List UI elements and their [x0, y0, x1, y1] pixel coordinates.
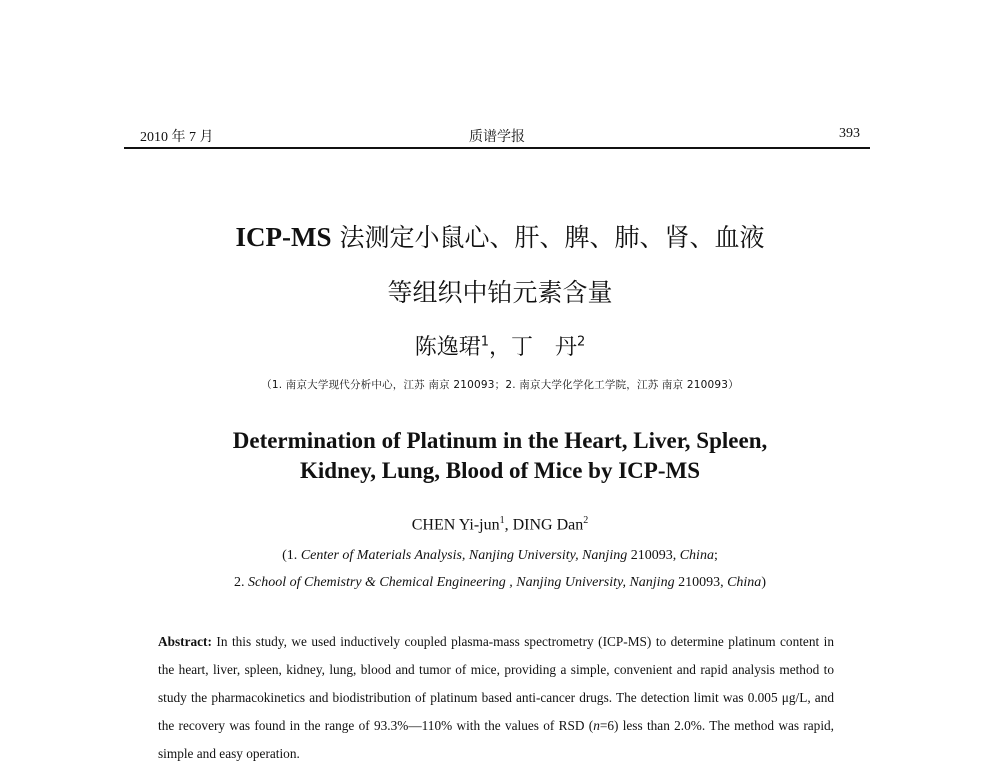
abstract-text-end: =6) less than 2.0%. The method was rapid, simple and easy operation. [158, 718, 834, 761]
affiliation-en-2-country: China [727, 575, 762, 590]
author-zh-1: 陈逸珺 [414, 335, 481, 360]
running-header [124, 118, 870, 148]
author-en-separator: , [504, 516, 513, 534]
affiliation-en-1-prefix: (1. [282, 548, 301, 563]
title-zh-line1 [0, 218, 1000, 254]
affiliation-en-2-prefix: 2. [234, 575, 248, 590]
abstract-label: Abstract: [158, 634, 212, 649]
affiliation-en-2-postcode: 210093, [674, 575, 728, 590]
authors-zh [0, 330, 1000, 361]
header-date: 2010 年 7 月 [140, 130, 214, 145]
affiliation-en-1-country: China [679, 548, 714, 563]
author-en-2-affil-mark: 2 [583, 515, 589, 526]
author-zh-1-affil-mark: 1 [480, 334, 489, 350]
header-rule [124, 147, 870, 149]
title-zh-latin: ICP-MS [235, 222, 332, 252]
author-zh-separator: ， [488, 335, 511, 360]
title-zh-line1-rest: 法测定小鼠心、肝、脾、肺、肾、血液 [331, 223, 765, 252]
authors-en [0, 515, 1000, 534]
author-en-1: CHEN Yi-jun [411, 516, 500, 534]
title-en-line1: Determination of Platinum in the Heart, Liver, Spleen, [232, 428, 768, 453]
affiliation-en-1-postcode: 210093, [627, 548, 680, 563]
affiliation-zh: （1. 南京大学现代分析中心，江苏 南京 210093；2. 南京大学化学化工学院，江苏 南京 210093） [261, 379, 739, 391]
affiliation-en-1-suffix: ; [713, 548, 718, 563]
abstract [158, 628, 834, 768]
author-zh-2: 丁 丹 [511, 335, 578, 360]
affiliation-en-2 [0, 575, 1000, 591]
header-journal-name: 质谱学报 [469, 129, 525, 145]
author-en-2: DING Dan [512, 516, 584, 534]
author-zh-2-affil-mark: 2 [577, 334, 586, 350]
author-en-1-affil-mark: 1 [499, 515, 505, 526]
affiliation-en-2-institution: School of Chemistry & Chemical Engineering , Nanjing University, Nanjing [248, 575, 675, 590]
affiliation-en-1 [0, 548, 1000, 564]
affiliation-en-2-suffix: ) [761, 575, 766, 590]
title-en-line2: Kidney, Lung, Blood of Mice by ICP-MS [300, 458, 700, 483]
header-page-number: 393 [839, 126, 860, 141]
affiliation-en-1-institution: Center of Materials Analysis, Nanjing University, Nanjing [300, 548, 628, 563]
title-zh-line2: 等组织中铂元素含量 [387, 278, 613, 307]
abstract-n-symbol: n [593, 718, 600, 733]
abstract-text: In this study, we used inductively coupled plasma-mass spectrometry (ICP-MS) to determine platinum content in the heart, liver, spleen, kidney, lung, blood and tumor of mice, providing a simple, convenient and rapid analysis method to study the pharmacokinetics and biodistribution of platinum based anti-cancer drugs. The detection limit was 0.005 μg/L, and the recovery was found in the range of 93.3%—110% with the values of RSD ( [158, 634, 834, 733]
